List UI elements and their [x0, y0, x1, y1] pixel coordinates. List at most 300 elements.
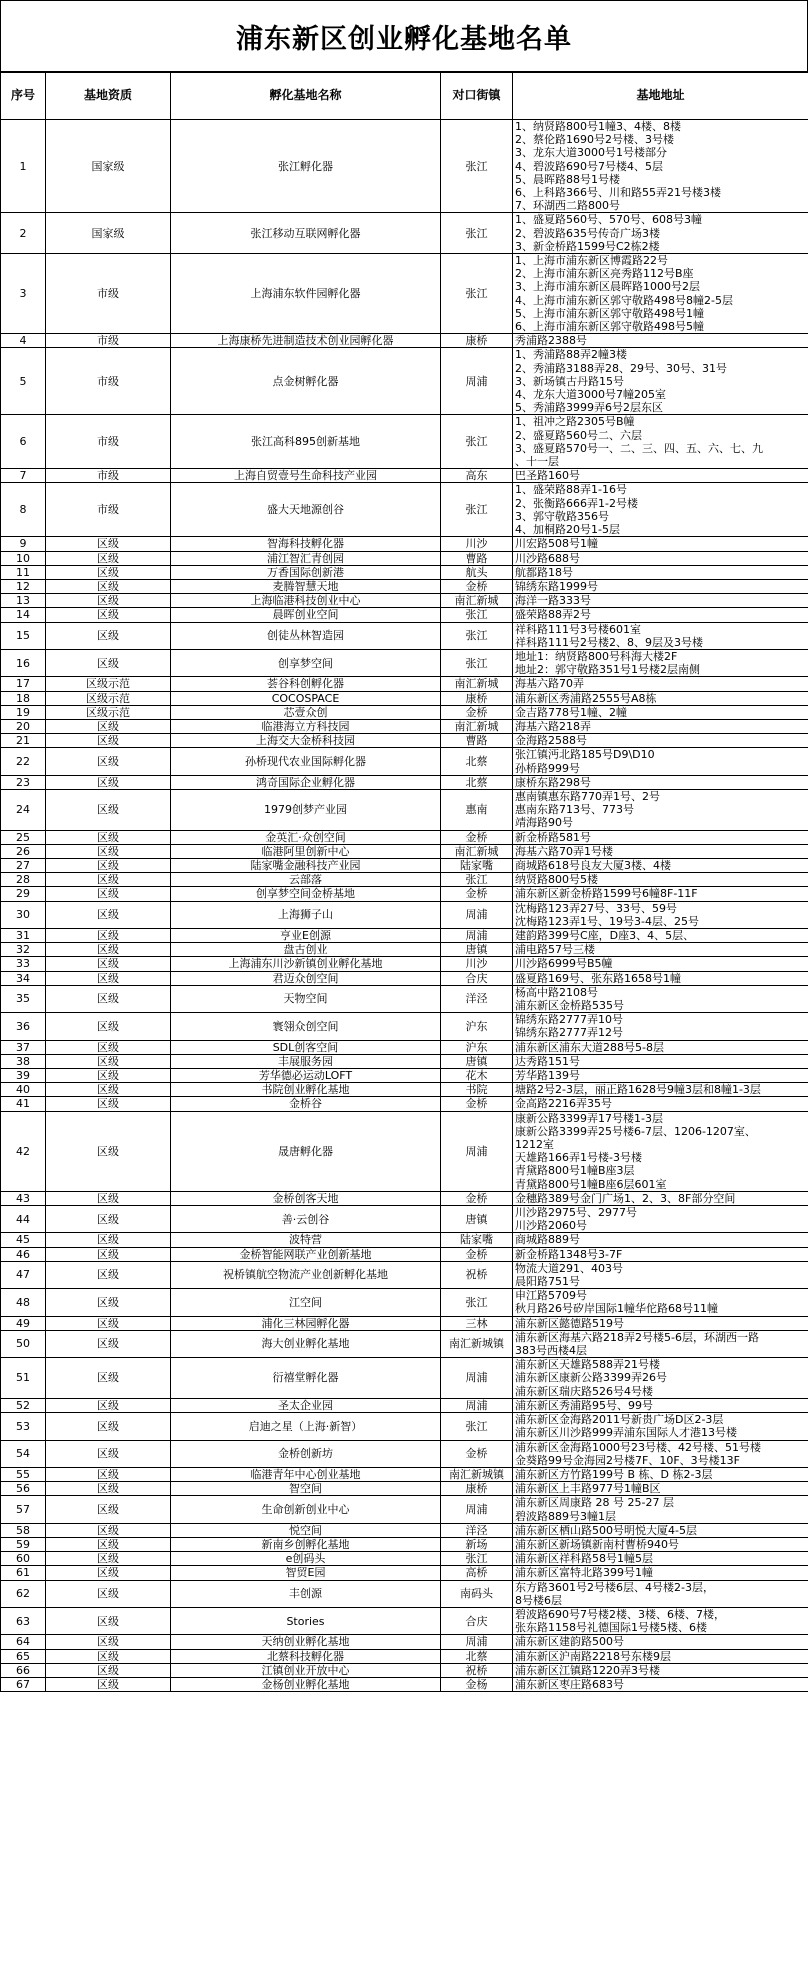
cell-town: 花木 — [441, 1069, 513, 1083]
cell-no: 50 — [1, 1330, 46, 1357]
address-line: 1212室 — [515, 1138, 554, 1152]
cell-no: 67 — [1, 1677, 46, 1691]
address-line: 浦东新区上丰路977号1幢B区 — [515, 1482, 661, 1496]
cell-address — [513, 608, 808, 622]
cell-name: 启迪之星（上海·新智） — [171, 1413, 441, 1440]
cell-level: 区级 — [46, 1289, 171, 1316]
table-row — [1, 1330, 808, 1357]
table-row — [1, 1649, 808, 1663]
cell-no: 10 — [1, 551, 46, 565]
table-row — [1, 1482, 808, 1496]
cell-no: 7 — [1, 469, 46, 483]
cell-address — [513, 1580, 808, 1607]
address-line: 浦东新区富特北路399号1幢 — [515, 1566, 653, 1580]
cell-name: 麦腾智慧天地 — [171, 579, 441, 593]
table-row — [1, 334, 808, 348]
cell-town: 张江 — [441, 1413, 513, 1440]
cell-no: 2 — [1, 213, 46, 254]
cell-level: 区级 — [46, 789, 171, 830]
cell-no: 55 — [1, 1467, 46, 1481]
cell-name: 天纳创业孵化基地 — [171, 1635, 441, 1649]
cell-level: 国家级 — [46, 213, 171, 254]
cell-level: 区级 — [46, 1482, 171, 1496]
address-line: 金高路2216弄35号 — [515, 1097, 612, 1111]
address-line: 浦东新区浦东大道288号5-8层 — [515, 1040, 664, 1054]
cell-address — [513, 985, 808, 1012]
cell-town: 周浦 — [441, 1398, 513, 1412]
cell-address — [513, 1316, 808, 1330]
cell-level: 区级 — [46, 1523, 171, 1537]
address-line: 3、龙东大道3000号1号楼部分 — [515, 146, 667, 160]
address-line: 沈梅路123弄1号、19号3-4层、25号 — [515, 914, 699, 928]
cell-no: 52 — [1, 1398, 46, 1412]
cell-no: 27 — [1, 858, 46, 872]
cell-level: 区级 — [46, 1663, 171, 1677]
cell-name: Stories — [171, 1607, 441, 1634]
cell-address — [513, 1358, 808, 1399]
address-line: 2、张衡路666弄1-2号楼 — [515, 496, 638, 510]
address-line: 康桥东路298号 — [515, 775, 591, 789]
cell-town: 周浦 — [441, 1496, 513, 1523]
cell-town: 金桥 — [441, 1097, 513, 1111]
address-line: 7、环湖西二路800号 — [515, 199, 620, 213]
cell-name: 波特营 — [171, 1233, 441, 1247]
table-row — [1, 1566, 808, 1580]
cell-level: 区级 — [46, 622, 171, 649]
cell-address — [513, 789, 808, 830]
cell-address — [513, 775, 808, 789]
address-line: 2、上海市浦东新区亮秀路112号B座 — [515, 267, 694, 281]
cell-level: 市级 — [46, 469, 171, 483]
table-row — [1, 415, 808, 469]
cell-level: 区级 — [46, 1358, 171, 1399]
cell-town: 南汇新城 — [441, 594, 513, 608]
address-line: 6、上科路366号、川和路55弄21号楼3楼 — [515, 186, 721, 200]
table-row — [1, 873, 808, 887]
table-row — [1, 551, 808, 565]
cell-no: 58 — [1, 1523, 46, 1537]
address-line: 商城路889号 — [515, 1233, 580, 1247]
cell-address — [513, 1607, 808, 1634]
cell-name: SDL创客空间 — [171, 1040, 441, 1054]
cell-town: 书院 — [441, 1083, 513, 1097]
cell-name: 张江高科895创新基地 — [171, 415, 441, 469]
sheet-title: 浦东新区创业孵化基地名单 — [236, 23, 572, 55]
address-line: 纳贤路800号5楼 — [515, 873, 598, 887]
address-line: 浦东新区栖山路500号明悦大厦4-5层 — [515, 1523, 697, 1537]
cell-no: 4 — [1, 334, 46, 348]
cell-no: 63 — [1, 1607, 46, 1634]
cell-level: 区级示范 — [46, 677, 171, 691]
cell-town: 周浦 — [441, 1358, 513, 1399]
cell-name: 浦江智汇青创园 — [171, 551, 441, 565]
cell-town: 川沙 — [441, 957, 513, 971]
table-row — [1, 213, 808, 254]
cell-no: 30 — [1, 901, 46, 928]
cell-address — [513, 844, 808, 858]
cell-no: 37 — [1, 1040, 46, 1054]
address-line: 3、上海市浦东新区晨晖路1000号2层 — [515, 280, 700, 294]
cell-town: 南汇新城镇 — [441, 1467, 513, 1481]
table-row — [1, 943, 808, 957]
address-line: 青黛路800号1幢B座3层 — [515, 1164, 635, 1178]
cell-name: 金杨创业孵化基地 — [171, 1677, 441, 1691]
cell-town: 金杨 — [441, 1677, 513, 1691]
address-line: 巴圣路160号 — [515, 469, 580, 483]
cell-address — [513, 565, 808, 579]
address-line: 383号西楼4层 — [515, 1344, 587, 1358]
cell-level: 区级 — [46, 1069, 171, 1083]
cell-name: 江空间 — [171, 1289, 441, 1316]
cell-name: 张江移动互联网孵化器 — [171, 213, 441, 254]
address-line: 金海路2588号 — [515, 734, 587, 748]
table-row — [1, 1398, 808, 1412]
cell-level: 区级 — [46, 748, 171, 775]
address-line: 祥科路111号3号楼601室 — [515, 622, 641, 636]
cell-no: 44 — [1, 1206, 46, 1233]
cell-address — [513, 415, 808, 469]
table-row — [1, 705, 808, 719]
address-line: 张东路1158号礼德国际1号楼5楼、6楼 — [515, 1621, 707, 1635]
address-line: 3、郭守敬路356号 — [515, 509, 609, 523]
cell-no: 29 — [1, 887, 46, 901]
cell-level: 区级 — [46, 830, 171, 844]
cell-level: 区级 — [46, 1677, 171, 1691]
cell-no: 42 — [1, 1111, 46, 1191]
cell-name: 孙桥现代农业国际孵化器 — [171, 748, 441, 775]
header-level: 基地资质 — [46, 73, 171, 120]
cell-name: COCOSPACE — [171, 691, 441, 705]
table-row — [1, 608, 808, 622]
cell-name: 悦空间 — [171, 1523, 441, 1537]
table-row — [1, 469, 808, 483]
address-line: 沈梅路123弄27号、33号、59号 — [515, 901, 677, 915]
address-line: 川沙路6999号B5幢 — [515, 957, 613, 971]
cell-town: 金桥 — [441, 705, 513, 719]
cell-name: 鸿奇国际企业孵化器 — [171, 775, 441, 789]
cell-town: 张江 — [441, 213, 513, 254]
cell-no: 11 — [1, 565, 46, 579]
address-line: 张江镇沔北路185号D9\D10 — [515, 748, 655, 762]
address-line: 海基六路218弄 — [515, 719, 591, 733]
address-line: 青黛路800号1幢B座6层601室 — [515, 1177, 667, 1191]
cell-no: 6 — [1, 415, 46, 469]
cell-no: 26 — [1, 844, 46, 858]
cell-town: 高东 — [441, 469, 513, 483]
cell-town: 张江 — [441, 415, 513, 469]
cell-town: 南码头 — [441, 1580, 513, 1607]
cell-town: 陆家嘴 — [441, 858, 513, 872]
cell-address — [513, 1413, 808, 1440]
address-line: 、十一层 — [515, 455, 559, 469]
table-row — [1, 844, 808, 858]
cell-name: 北蔡科技孵化器 — [171, 1649, 441, 1663]
cell-town: 金桥 — [441, 830, 513, 844]
cell-level: 区级 — [46, 1206, 171, 1233]
address-line: 浦东新区天雄路588弄21号楼 — [515, 1358, 660, 1372]
cell-address — [513, 1649, 808, 1663]
cell-address — [513, 734, 808, 748]
cell-address — [513, 928, 808, 942]
address-line: 浦东新区秀浦路95号、99号 — [515, 1398, 653, 1412]
cell-town: 祝桥 — [441, 1261, 513, 1288]
cell-address — [513, 1233, 808, 1247]
address-line: 川沙路688号 — [515, 551, 580, 565]
cell-no: 8 — [1, 483, 46, 537]
cell-name: 临港海立方科技园 — [171, 719, 441, 733]
cell-name: 上海狮子山 — [171, 901, 441, 928]
table-row — [1, 483, 808, 537]
cell-no: 22 — [1, 748, 46, 775]
cell-address — [513, 858, 808, 872]
cell-level: 区级 — [46, 1537, 171, 1551]
cell-name: 浦化三林园孵化器 — [171, 1316, 441, 1330]
table-row — [1, 1663, 808, 1677]
address-line: 康新公路3399弄17号楼1-3层 — [515, 1111, 663, 1125]
table-row — [1, 691, 808, 705]
table-row — [1, 565, 808, 579]
cell-address — [513, 957, 808, 971]
cell-town: 周浦 — [441, 928, 513, 942]
cell-name: 天物空间 — [171, 985, 441, 1012]
cell-address — [513, 1069, 808, 1083]
cell-no: 23 — [1, 775, 46, 789]
cell-address — [513, 649, 808, 676]
address-line: 2、碧波路635号传奇广场3楼 — [515, 226, 660, 240]
cell-name: 丰展服务园 — [171, 1054, 441, 1068]
address-line: 浦东新区沪南路2218号东楼9层 — [515, 1649, 671, 1663]
address-line: 3、新金桥路1599号C2栋2楼 — [515, 239, 660, 253]
cell-name: 上海浦东软件园孵化器 — [171, 254, 441, 334]
cell-level: 区级 — [46, 858, 171, 872]
cell-no: 24 — [1, 789, 46, 830]
address-line: 3、盛夏路570号一、二、三、四、五、六、七、九 — [515, 441, 763, 455]
cell-no: 60 — [1, 1552, 46, 1566]
address-line: 浦东新区秀浦路2555号A8栋 — [515, 691, 657, 705]
cell-name: 书院创业孵化基地 — [171, 1083, 441, 1097]
address-line: 金穗路389号金门广场1、2、3、8F部分空间 — [515, 1191, 736, 1205]
cell-address — [513, 622, 808, 649]
cell-level: 区级 — [46, 1054, 171, 1068]
table-row — [1, 1206, 808, 1233]
cell-level: 区级 — [46, 1467, 171, 1481]
cell-address — [513, 551, 808, 565]
cell-no: 31 — [1, 928, 46, 942]
cell-name: 创享梦空间金桥基地 — [171, 887, 441, 901]
table-row — [1, 1069, 808, 1083]
cell-level: 区级 — [46, 1607, 171, 1634]
address-line: 川沙路2975号、2977号 — [515, 1206, 637, 1220]
table-row — [1, 1523, 808, 1537]
cell-no: 13 — [1, 594, 46, 608]
cell-address — [513, 469, 808, 483]
cell-no: 39 — [1, 1069, 46, 1083]
cell-no: 15 — [1, 622, 46, 649]
table-row — [1, 1537, 808, 1551]
cell-no: 32 — [1, 943, 46, 957]
cell-no: 38 — [1, 1054, 46, 1068]
cell-name: 海大创业孵化基地 — [171, 1330, 441, 1357]
cell-no: 54 — [1, 1440, 46, 1467]
cell-level: 区级 — [46, 579, 171, 593]
cell-name: 金英汇·众创空间 — [171, 830, 441, 844]
cell-address — [513, 1040, 808, 1054]
address-line: 浦东新区江镇路1220弄3号楼 — [515, 1663, 660, 1677]
cell-name: 荟谷科创孵化器 — [171, 677, 441, 691]
cell-address — [513, 1111, 808, 1191]
address-line: 海基六路70弄 — [515, 677, 584, 691]
table-row — [1, 1083, 808, 1097]
cell-town: 康桥 — [441, 334, 513, 348]
cell-address — [513, 537, 808, 551]
address-line: 金葵路99号金海园2号楼7F、10F、3号楼13F — [515, 1453, 740, 1467]
cell-address — [513, 1054, 808, 1068]
cell-town: 周浦 — [441, 1635, 513, 1649]
cell-address — [513, 943, 808, 957]
address-line: 1、盛夏路560号、570号、608号3幢 — [515, 213, 702, 227]
address-line: 浦东新区懿德路519号 — [515, 1316, 624, 1330]
cell-level: 区级 — [46, 1398, 171, 1412]
cell-no: 28 — [1, 873, 46, 887]
cell-town: 金桥 — [441, 1440, 513, 1467]
address-line: 浦东新区金海路2011号新贵广场D区2-3层 — [515, 1413, 724, 1427]
address-line: 5、上海市浦东新区郭守敬路498号1幢 — [515, 306, 704, 320]
cell-address — [513, 677, 808, 691]
table-row — [1, 1191, 808, 1205]
cell-no: 20 — [1, 719, 46, 733]
cell-level: 区级 — [46, 594, 171, 608]
header-address: 基地地址 — [513, 73, 808, 120]
cell-no: 18 — [1, 691, 46, 705]
address-line: 天雄路166弄1号楼-3号楼 — [515, 1151, 642, 1165]
cell-level: 区级 — [46, 565, 171, 579]
cell-name: 金桥谷 — [171, 1097, 441, 1111]
table-row — [1, 928, 808, 942]
cell-no: 49 — [1, 1316, 46, 1330]
cell-no: 19 — [1, 705, 46, 719]
cell-name: 盘古创业 — [171, 943, 441, 957]
address-line: 新金桥路581号 — [515, 830, 591, 844]
address-line: 浦东新区祥科路58号1幢5层 — [515, 1552, 653, 1566]
address-line: 惠南东路713号、773号 — [515, 803, 634, 817]
cell-level: 市级 — [46, 483, 171, 537]
cell-name: 晟唐孵化器 — [171, 1111, 441, 1191]
cell-name: 芳华德必运动LOFT — [171, 1069, 441, 1083]
cell-address — [513, 1552, 808, 1566]
cell-level: 市级 — [46, 334, 171, 348]
cell-town: 北蔡 — [441, 775, 513, 789]
address-line: 1、上海市浦东新区博霞路22号 — [515, 254, 668, 268]
incubator-table — [0, 72, 808, 1692]
cell-town: 洋泾 — [441, 985, 513, 1012]
address-line: 浦东新区瑞庆路526号4号楼 — [515, 1384, 653, 1398]
address-line: 1、祖冲之路2305号B幢 — [515, 415, 635, 429]
cell-name: 善·云创谷 — [171, 1206, 441, 1233]
address-line: 浦东新区周康路 28 号 25-27 层 — [515, 1496, 674, 1510]
cell-level: 区级 — [46, 901, 171, 928]
cell-level: 区级 — [46, 957, 171, 971]
cell-name: 君迈众创空间 — [171, 971, 441, 985]
table-row — [1, 677, 808, 691]
address-line: 秋月路26号矽岸国际1幢华佗路68号11幢 — [515, 1302, 718, 1316]
cell-address — [513, 1206, 808, 1233]
cell-name: 上海交大金桥科技园 — [171, 734, 441, 748]
cell-level: 区级 — [46, 551, 171, 565]
cell-town: 金桥 — [441, 1191, 513, 1205]
table-row — [1, 1097, 808, 1111]
table-row — [1, 537, 808, 551]
cell-no: 35 — [1, 985, 46, 1012]
cell-name: 上海自贸壹号生命科技产业园 — [171, 469, 441, 483]
cell-town: 合庆 — [441, 1607, 513, 1634]
address-line: 6、上海市浦东新区郭守敬路498号5幢 — [515, 320, 704, 334]
cell-level: 区级 — [46, 928, 171, 942]
address-line: 金吉路778号1幢、2幢 — [515, 705, 627, 719]
address-line: 浦东新区川沙路999弄浦东国际人才港13号楼 — [515, 1426, 737, 1440]
table-row — [1, 887, 808, 901]
cell-town: 周浦 — [441, 1111, 513, 1191]
address-line: 2、蔡伦路1690号2号楼、3号楼 — [515, 133, 674, 147]
cell-level: 区级 — [46, 1013, 171, 1040]
cell-address — [513, 1261, 808, 1288]
cell-no: 5 — [1, 348, 46, 415]
cell-town: 曹路 — [441, 734, 513, 748]
cell-name: 新南乡创孵化基地 — [171, 1537, 441, 1551]
cell-no: 47 — [1, 1261, 46, 1288]
cell-no: 3 — [1, 254, 46, 334]
cell-name: 江镇创业开放中心 — [171, 1663, 441, 1677]
address-line: 达秀路151号 — [515, 1054, 580, 1068]
cell-town: 周浦 — [441, 901, 513, 928]
cell-no: 65 — [1, 1649, 46, 1663]
cell-town: 张江 — [441, 622, 513, 649]
cell-no: 12 — [1, 579, 46, 593]
cell-town: 金桥 — [441, 579, 513, 593]
cell-name: 亨业E创源 — [171, 928, 441, 942]
table-row — [1, 1358, 808, 1399]
cell-level: 区级 — [46, 775, 171, 789]
cell-town: 张江 — [441, 608, 513, 622]
cell-no: 21 — [1, 734, 46, 748]
cell-no: 14 — [1, 608, 46, 622]
cell-address — [513, 254, 808, 334]
cell-level: 区级 — [46, 1330, 171, 1357]
address-line: 3、新场镇古丹路15号 — [515, 374, 624, 388]
cell-address — [513, 971, 808, 985]
table-row — [1, 254, 808, 334]
address-line: 浦东新区海基六路218弄2号楼5-6层，环湖西一路 — [515, 1330, 759, 1344]
address-line: 浦东新区新场镇新南村曹桥940号 — [515, 1537, 679, 1551]
cell-name: 衍禧堂孵化器 — [171, 1358, 441, 1399]
cell-town: 沪东 — [441, 1013, 513, 1040]
cell-no: 64 — [1, 1635, 46, 1649]
address-line: 航都路18号 — [515, 565, 573, 579]
cell-level: 区级 — [46, 719, 171, 733]
table-row — [1, 719, 808, 733]
cell-level: 区级 — [46, 943, 171, 957]
cell-address — [513, 1247, 808, 1261]
address-line: 4、加桐路20号1-5层 — [515, 523, 620, 537]
table-row — [1, 789, 808, 830]
cell-level: 区级 — [46, 873, 171, 887]
cell-level: 区级 — [46, 1413, 171, 1440]
table-body — [1, 120, 808, 1692]
cell-town: 川沙 — [441, 537, 513, 551]
address-line: 商城路618号良友大厦3楼、4楼 — [515, 858, 671, 872]
address-line: 建韵路399号C座，D座3、4、5层、 — [515, 928, 695, 942]
address-line: 晨阳路751号 — [515, 1275, 580, 1289]
cell-level: 区级 — [46, 1111, 171, 1191]
